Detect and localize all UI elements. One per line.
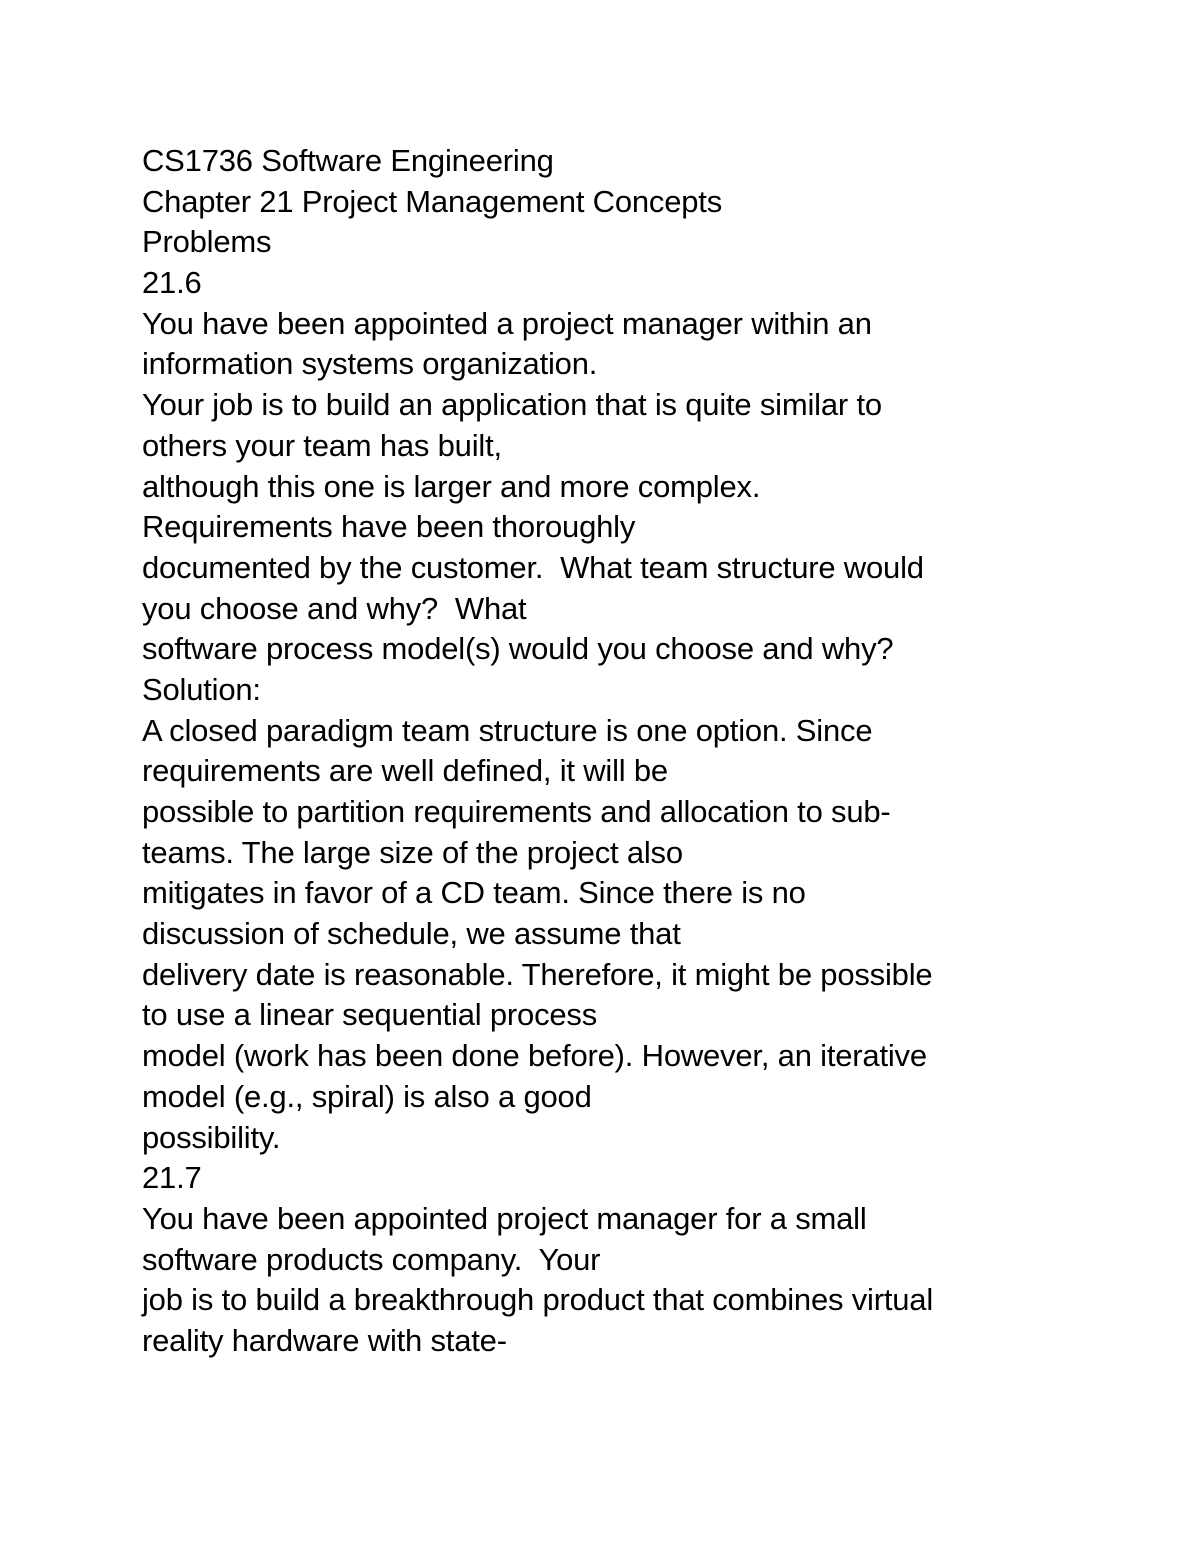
problem-number: 21.6	[142, 265, 202, 301]
text-line: possibility.	[142, 1119, 281, 1155]
text-line: to use a linear sequential process	[142, 997, 598, 1033]
text-line: discussion of schedule, we assume that	[142, 916, 681, 952]
text-line: although this one is larger and more complex.	[142, 468, 761, 504]
text-line: delivery date is reasonable. Therefore, it might be possible	[142, 956, 933, 992]
text-line: information systems organization.	[142, 346, 598, 382]
text-line: You have been appointed project manager for a small	[142, 1200, 867, 1236]
section-heading: Problems	[142, 224, 272, 260]
document-text	[142, 141, 1142, 1362]
text-line: reality hardware with state-	[142, 1322, 507, 1358]
text-line: software products company. Your	[142, 1241, 601, 1277]
text-line: teams. The large size of the project also	[142, 834, 683, 870]
text-line: mitigates in favor of a CD team. Since there is no	[142, 875, 806, 911]
course-title: CS1736 Software Engineering	[142, 143, 554, 178]
text-line: possible to partition requirements and allocation to sub-	[142, 794, 891, 829]
chapter-title: Chapter 21 Project Management Concepts	[142, 183, 723, 219]
text-line: you choose and why? What	[142, 590, 527, 626]
text-line: others your team has built,	[142, 427, 502, 463]
solution-heading: Solution:	[142, 671, 261, 707]
text-line: documented by the customer. What team structure would	[142, 549, 924, 585]
text-line: model (work has been done before). However, an iterative	[142, 1038, 927, 1074]
text-line: A closed paradigm team structure is one option. Since	[142, 712, 873, 748]
text-line: job is to build a breakthrough product that combines virtual	[142, 1282, 934, 1318]
text-line: Your job is to build an application that is quite similar to	[142, 387, 882, 423]
text-line: software process model(s) would you choose and why?	[142, 631, 894, 667]
text-line: Requirements have been thoroughly	[142, 509, 636, 545]
text-line: requirements are well defined, it will be	[142, 753, 668, 789]
problem-number: 21.7	[142, 1160, 202, 1196]
text-line: model (e.g., spiral) is also a good	[142, 1078, 592, 1114]
text-line: You have been appointed a project manager within an	[142, 305, 872, 341]
